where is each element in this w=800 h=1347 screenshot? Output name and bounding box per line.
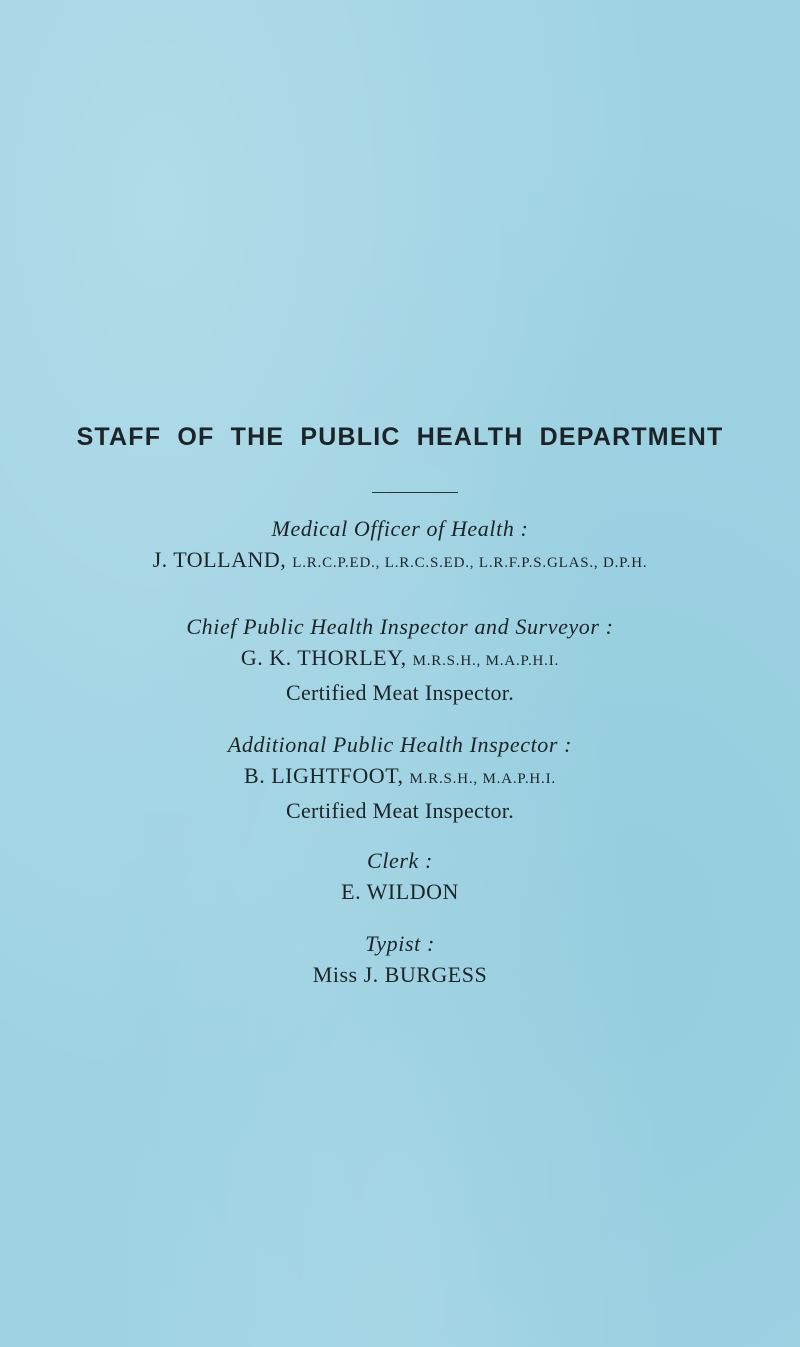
staff-note: Certified Meat Inspector. xyxy=(285,680,515,705)
staff-role: Typist : xyxy=(365,931,435,956)
staff-name: J. TOLLAND, xyxy=(152,547,287,572)
staff-name-line xyxy=(0,544,800,579)
staff-entry-typist xyxy=(0,929,800,991)
staff-role: Medical Officer of Health : xyxy=(271,516,529,541)
staff-note: Certified Meat Inspector. xyxy=(285,798,515,823)
staff-name-line xyxy=(0,760,800,795)
staff-entry-additional-inspector xyxy=(0,730,800,827)
staff-name: G. K. THORLEY, xyxy=(240,645,407,670)
staff-role: Additional Public Health Inspector : xyxy=(227,732,573,757)
staff-role: Chief Public Health Inspector and Surveyor : xyxy=(186,614,614,639)
staff-qualifications: M.R.S.H., M.A.P.H.I. xyxy=(412,653,560,669)
page-title: STAFF OF THE PUBLIC HEALTH DEPARTMENT xyxy=(76,423,724,451)
staff-qualifications: M.R.S.H., M.A.P.H.I. xyxy=(409,771,556,787)
staff-name: B. LIGHTFOOT, xyxy=(244,763,404,788)
title-divider xyxy=(372,492,458,493)
staff-name: E. WILDON xyxy=(341,879,459,904)
staff-entry-chief-inspector xyxy=(0,612,800,709)
staff-entry-medical-officer xyxy=(0,514,800,579)
staff-name: Miss J. BURGESS xyxy=(312,962,488,987)
staff-name-line xyxy=(0,642,800,677)
staff-role: Clerk : xyxy=(367,848,433,873)
staff-entry-clerk xyxy=(0,846,800,908)
staff-qualifications: L.R.C.P.ED., L.R.C.S.ED., L.R.F.P.S.GLAS., D.P.H. xyxy=(292,555,648,571)
